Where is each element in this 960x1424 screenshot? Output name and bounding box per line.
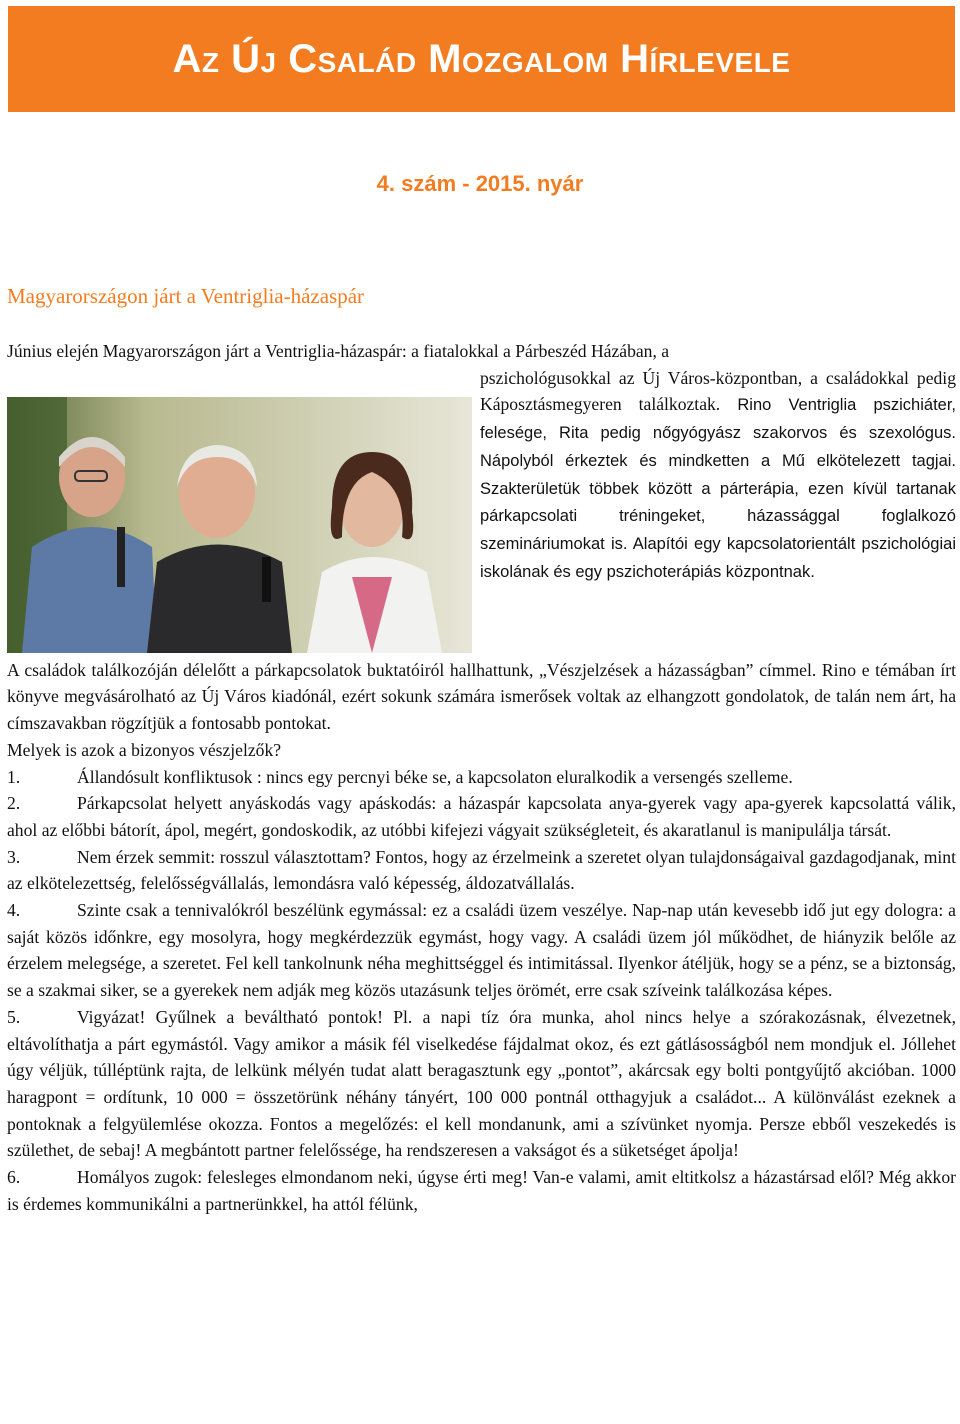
list-item: 1. Állandósult konfliktusok : nincs egy percnyi béke se, a kapcsolaton eluralkodik a versengés szelleme.: [7, 766, 793, 787]
list-item: 2. Párkapcsolat helyett anyáskodás vagy apáskodás: a házaspár kapcsolata anya-gyerek vagy apa-gyerek kapcsolattá válik, ahol az előbbi bátorít, ápol, megért, gondoskodik, az utóbbi kifejezi vágyait szükségleteit, és akaratlanul is manipulálja társát.: [7, 793, 956, 840]
intro-first-line: Június elején Magyarországon járt a Ventriglia-házaspár: a fiatalokkal a Párbeszéd Házában, a: [7, 341, 670, 361]
question-line: Melyek is azok a bizonyos vészjelzők?: [7, 739, 282, 760]
article-body: [7, 338, 956, 1217]
newsletter-banner: [8, 6, 955, 112]
list-item: 5. Vigyázat! Gyűlnek a beváltható pontok! Pl. a napi tíz óra munka, ahol nincs helye a szórakozásnak, élvezetnek, eltávolíthatja a párt egymástól. Vagy amikor a másik fél viselkedése fájdalmat okoz, és ezt gátlásosságból nem mondjuk el. Jóllehet úgy véljük, túlléptünk rajta, de lelkünk mélyén tudat alatt beragasztunk egy „pontot”, akárcsak egy bolti pontgyűjtő akcióban. 1000 haragpont = ordítunk, 10 000 = összetörünk néhány tányért, 100 000 pontnál otthagyjuk a családot... A különválást ezeknek a pontoknak a felgyülemlése okozza. Fontos a megelőzés: el kell mondanunk, ami a szívünket nyomja. Persze ebből veszekedés is születhet, de sebaj! A megbántott partner felelőssége, ha rendszeresen a vakságot és a süketséget ápolja!: [7, 1006, 956, 1161]
list-item: 4. Szinte csak a tennivalókról beszélünk egymással: ez a családi üzem veszélye. Nap-nap után kevesebb idő jut egy dologra: a saját közös időnkre, egy mosolyra, hogy megkérdezzük egymást, hogy vagy. A családi üzem jól működhet, de hiányzik belőle az érzelem melegsége, a szeretet. Fel kell tankolnunk néha meghittséggel és intimitással. Ilyenkor átéljük, hogy se a pénz, se a biztonság, se a szakmai siker, se a gyerekek nem adják meg közös utazásunk teljes örömét, erre csak szíveink találkozása képes.: [7, 900, 956, 1001]
event-photo-image: [7, 397, 472, 653]
intro-rest: pszichológusokkal az Új Város-központban, a családokkal pedig Káposztásmegyeren találkoztak.: [480, 367, 956, 415]
article-headline: Magyarországon járt a Ventriglia-házaspár: [7, 284, 365, 308]
newsletter-title: Az Új Család Mozgalom Hírlevele: [172, 36, 791, 81]
paragraph-intro: A családok találkozóján délelőtt a párkapcsolatok buktatóiról hallhattunk, „Vészjelzések a házasságban” címmel. Rino e témában írt könyve megvásárolható az Új Város kiadónál, ezért sokunk számára ismerősek voltak az elhangzott gondolatok, de talán nem árt, ha címszavakban rögzítjük a fontosabb pontokat.: [7, 659, 956, 734]
list-item: 6. Homályos zugok: felesleges elmondanom neki, úgyse érti meg! Van-e valami, amit eltitkolsz a házastársad elől? Még akkor is érdemes kommunikálni a partnerünkkel, ha attól félünk,: [7, 1167, 956, 1214]
event-photo: [7, 397, 472, 653]
issue-label: 4. szám - 2015. nyár: [376, 171, 584, 196]
list-item: 3. Nem érzek semmit: rosszul választottam? Fontos, hogy az érzelmeink a szeretet olyan tulajdonságaival gazdagodjanak, mint az elkötelezettség, felelősségvállalás, lemondásra való képesség, áldozatvállalás.: [7, 846, 956, 894]
intro-description: Rino Ventriglia pszichiáter, felesége, Rita pedig nőgyógyász szakorvos és szexológus. Nápolyból érkeztek és mindketten a Mű elkötelezett tagjai. Szakterületük többek között a párterápia, ezen kívül tartanak párkapcsolati tréningeket, házassággal foglalkozó szemináriumokat is. Alapítói egy kapcsolatorientált pszichológiai iskolának és egy pszichoterápiás központnak.: [480, 396, 956, 581]
